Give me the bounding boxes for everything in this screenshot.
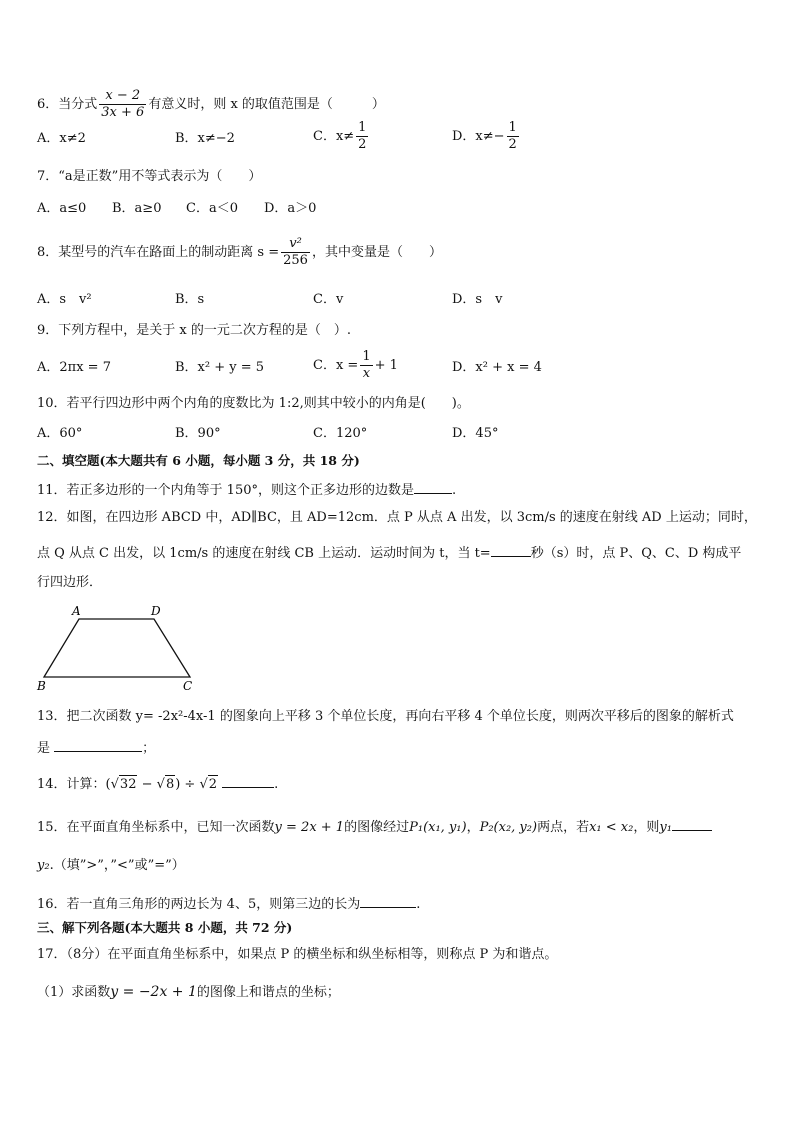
q9-option-b: B．x² + y = 5 xyxy=(175,360,265,375)
q6-fraction xyxy=(99,88,146,121)
q12-answer-blank[interactable] xyxy=(491,543,531,557)
q8-option-b: B．s xyxy=(175,292,205,307)
q6-option-c-label: C．x≠ xyxy=(313,129,355,144)
question-12-line-2 xyxy=(37,543,741,563)
question-16 xyxy=(37,894,420,914)
q6-optc-num: 1 xyxy=(358,120,367,135)
q17-sub1b: 的图像上和谐点的坐标； xyxy=(196,985,340,1000)
q15-answer-blank[interactable] xyxy=(672,817,712,831)
q14-prefix: 14．计算：( xyxy=(37,777,111,792)
q6-option-d-frac xyxy=(507,120,519,153)
q15-sep: ， xyxy=(466,820,480,835)
q9-option-a: A．2πx = 7 xyxy=(37,360,111,375)
question-7: 7．“a是正数”用不等式表示为（ ） xyxy=(37,169,262,184)
question-13-line-1: 13．把二次函数 y= -2x²-4x-1 的图象向上平移 3 个单位长度，再向右平移 4 个单位长度，则两次平移后的图象的解析式 xyxy=(37,709,734,724)
q15-y1: y₁ xyxy=(659,820,672,835)
question-8 xyxy=(37,236,442,269)
section-2-heading: 二、填空题(本大题共有 6 小题，每小题 3 分，共 18 分) xyxy=(37,453,360,468)
q7-option-c: C．a＜0 xyxy=(186,201,238,216)
q15-y2: y₂ xyxy=(37,858,50,873)
q9-optc-tail: + 1 xyxy=(374,358,398,373)
q8-prefix: 8．某型号的汽车在路面上的制动距离 s = xyxy=(37,245,280,260)
q16-end: . xyxy=(416,897,421,912)
question-12-line-3: 行四边形． xyxy=(37,575,103,590)
q17-sub1a: （1）求函数 xyxy=(37,985,111,1000)
question-15-line-2 xyxy=(37,857,185,875)
q8-suffix: ，其中变量是（ ） xyxy=(311,245,442,260)
q9-option-c xyxy=(313,349,398,382)
q7-option-d: D．a＞0 xyxy=(264,201,317,216)
label-b: B xyxy=(37,679,46,693)
question-15-line-1 xyxy=(37,817,712,837)
q12-line-2a: 点 Q 从点 C 出发，以 1cm/s 的速度在射线 CB 上运动．运动时间为 t，当 t= xyxy=(37,546,491,561)
question-17-line-1: 17．（8分）在平面直角坐标系中，如果点 P 的横坐标和纵坐标相等，则称点 P 为和谐点。 xyxy=(37,947,558,962)
q8-option-a: A．s v² xyxy=(37,292,92,307)
q15-function: y = 2x + 1 xyxy=(274,820,345,835)
q10-option-a: A．60° xyxy=(37,426,83,441)
question-6 xyxy=(37,88,385,121)
q8-frac-num: v² xyxy=(281,236,310,253)
q15-line-1c: 两点，若 xyxy=(537,820,590,835)
question-9: 9．下列方程中，是关于 x 的一元二次方程的是（ ）. xyxy=(37,323,351,338)
question-11 xyxy=(37,480,456,500)
q6-option-a: A．x≠2 xyxy=(37,131,86,146)
question-14: 14．计算：(√32 − √8) ÷ √2 . xyxy=(37,774,278,794)
q10-option-d: D．45° xyxy=(452,426,499,441)
q15-point-2: P₂(x₂, y₂) xyxy=(479,820,538,835)
q15-condition: x₁ < x₂ xyxy=(589,820,634,835)
q6-option-c-frac xyxy=(356,120,368,153)
q10-option-b: B．90° xyxy=(175,426,221,441)
q11-text: 11．若正多边形的一个内角等于 150°，则这个正多边形的边数是 xyxy=(37,483,414,498)
q6-option-c xyxy=(313,120,370,153)
q6-frac-num: x − 2 xyxy=(99,88,146,105)
q14-close: ) ÷ xyxy=(175,777,200,792)
q6-option-d xyxy=(452,120,521,153)
q13-line-2: 是 xyxy=(37,741,51,756)
q12-line-2b: 秒（s）时，点 P、Q、C、D 构成平 xyxy=(530,546,742,561)
q11-end: . xyxy=(452,483,457,498)
q16-answer-blank[interactable] xyxy=(360,894,416,908)
q6-prefix: 6．当分式 xyxy=(37,97,98,112)
q6-frac-den: 3x + 6 xyxy=(101,105,145,120)
q15-point-1: P₁(x₁, y₁) xyxy=(409,820,467,835)
q15-line-1b: 的图像经过 xyxy=(344,820,410,835)
trapezoid-abcd xyxy=(44,619,190,677)
q7-option-b: B．a≥0 xyxy=(112,201,162,216)
trapezoid-figure xyxy=(34,601,204,693)
q6-suffix: 有意义时，则 x 的取值范围是（ ） xyxy=(148,97,385,112)
q6-optc-den: 2 xyxy=(358,137,367,152)
q13-answer-blank[interactable] xyxy=(54,738,142,752)
q8-fraction xyxy=(281,236,310,269)
q14-end: . xyxy=(274,777,279,792)
q9-option-c-frac xyxy=(360,349,372,382)
q14-answer-blank[interactable] xyxy=(222,774,274,788)
q15-line-1d: ，则 xyxy=(633,820,660,835)
q6-option-d-label: D．x≠− xyxy=(452,129,505,144)
q14-sqrt-2: 8 xyxy=(165,777,175,792)
q8-option-c: C．v xyxy=(313,292,344,307)
label-c: C xyxy=(183,679,193,693)
q9-optc-num: 1 xyxy=(362,349,371,364)
q6-optd-den: 2 xyxy=(508,137,517,152)
q15-line-1a: 15．在平面直角坐标系中，已知一次函数 xyxy=(37,820,275,835)
q14-sqrt-1: 32 xyxy=(119,777,137,792)
q7-option-a: A．a≤0 xyxy=(37,201,87,216)
q14-mid: − xyxy=(137,777,157,792)
question-13-line-2 xyxy=(37,738,155,758)
q17-function: y = −2x + 1 xyxy=(110,984,197,1000)
q9-option-c-label: C．x = xyxy=(313,358,359,373)
q9-optc-den: x xyxy=(362,366,371,381)
question-12-line-1: 12．如图，在四边形 ABCD 中，AD∥BC，且 AD=12cm．点 P 从点 A 出发，以 3cm/s 的速度在射线 AD 上运动；同时， xyxy=(37,510,757,525)
q9-option-d: D．x² + x = 4 xyxy=(452,360,542,375)
section-3-heading: 三、解下列各题(本大题共 8 小题，共 72 分) xyxy=(37,920,293,935)
label-d: D xyxy=(151,604,161,618)
q11-answer-blank[interactable] xyxy=(414,480,452,494)
q10-option-c: C．120° xyxy=(313,426,368,441)
q8-option-d: D．s v xyxy=(452,292,503,307)
label-a: A xyxy=(72,604,81,618)
question-17-sub-1 xyxy=(37,983,340,1002)
q6-option-b: B．x≠−2 xyxy=(175,131,235,146)
q6-optd-num: 1 xyxy=(508,120,517,135)
q16-text: 16．若一直角三角形的两边长为 4、5，则第三边的长为 xyxy=(37,897,361,912)
q15-line-2b: .（填”>”，”<”或”=”） xyxy=(49,858,185,873)
q14-sqrt-3: 2 xyxy=(208,777,218,792)
q13-end: ； xyxy=(142,741,156,756)
question-10: 10．若平行四边形中两个内角的度数比为 1:2,则其中较小的内角是( )。 xyxy=(37,396,470,411)
q8-frac-den: 256 xyxy=(283,253,308,268)
